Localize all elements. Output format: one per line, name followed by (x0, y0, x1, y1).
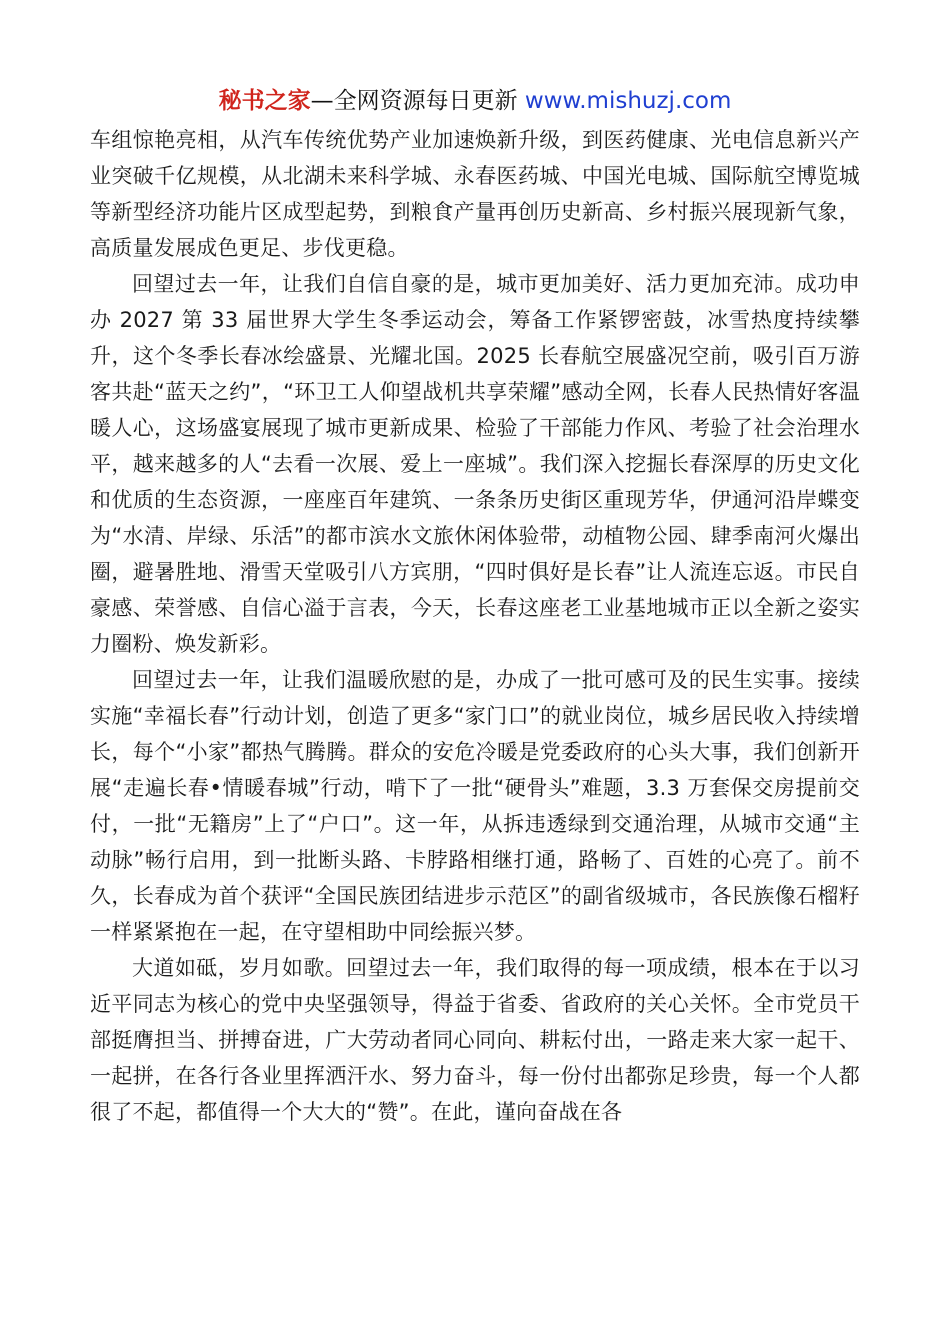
header-tagline: —全网资源每日更新 (310, 88, 525, 114)
paragraph-continuation: 车组惊艳亮相，从汽车传统优势产业加速焕新升级，到医药健康、光电信息新兴产业突破千亿规模，从北湖未来科学城、永春医药城、中国光电城、国际航空博览城等新型经济功能片区成型起势，到粮食产量再创历史新高、乡村振兴展现新气象，高质量发展成色更足、步伐更稳。 (90, 128, 860, 260)
page-header (70, 84, 880, 122)
document-body (90, 122, 860, 1130)
brand-name: 秘书之家 (218, 88, 311, 114)
paragraph-gratitude: 大道如砥，岁月如歌。回望过去一年，我们取得的每一项成绩，根本在于以习近平同志为核心的党中央坚强领导，得益于省委、省政府的关心关怀。全市党员干部挺膺担当、拼搏奋进，广大劳动者同心同向、耕耘付出，一路走来大家一起干、一起拼，在各行各业里挥洒汗水、努力奋斗，每一份付出都弥足珍贵，每一个人都很了不起，都值得一个大大的“赞”。在此，谨向奋战在各 (90, 956, 860, 1124)
paragraph-livelihood: 回望过去一年，让我们温暖欣慰的是，办成了一批可感可及的民生实事。接续实施“幸福长春”行动计划，创造了更多“家门口”的就业岗位，城乡居民收入持续增长，每个“小家”都热气腾腾。群众的安危冷暖是党委政府的心头大事，我们创新开展“走遍长春•情暖春城”行动，啃下了一批“硬骨头”难题，3.3 万套保交房提前交付，一批“无籍房”上了“户口”。这一年，从拆违透绿到交通治理，从城市交通“主动脉”畅行启用，到一批断头路、卡脖路相继打通，路畅了、百姓的心亮了。前不久，长春成为首个获评“全国民族团结进步示范区”的副省级城市，各民族像石榴籽一样紧紧抱在一起，在守望相助中同绘振兴梦。 (90, 668, 860, 944)
paragraph-city-vitality: 回望过去一年，让我们自信自豪的是，城市更加美好、活力更加充沛。成功申办 2027 第 33 届世界大学生冬季运动会，筹备工作紧锣密鼓，冰雪热度持续攀升，这个冬季长春冰绘盛景、光耀北国。2025 长春航空展盛况空前，吸引百万游客共赴“蓝天之约”，“环卫工人仰望战机共享荣耀”感动全网，长春人民热情好客温暖人心，这场盛宴展现了城市更新成果、检验了干部能力作风、考验了社会治理水平，越来越多的人“去看一次展、爱上一座城”。我们深入挖掘长春深厚的历史文化和优质的生态资源，一座座百年建筑、一条条历史街区重现芳华，伊通河沿岸蝶变为“水清、岸绿、乐活”的都市滨水文旅休闲体验带，动植物公园、肆季南河火爆出圈，避暑胜地、滑雪天堂吸引八方宾朋，“四时俱好是长春”让人流连忘返。市民自豪感、荣誉感、自信心溢于言表，今天，长春这座老工业基地城市正以全新之姿实力圈粉、焕发新彩。 (90, 272, 860, 656)
website-url[interactable]: www.mishuzj.com (524, 88, 732, 114)
